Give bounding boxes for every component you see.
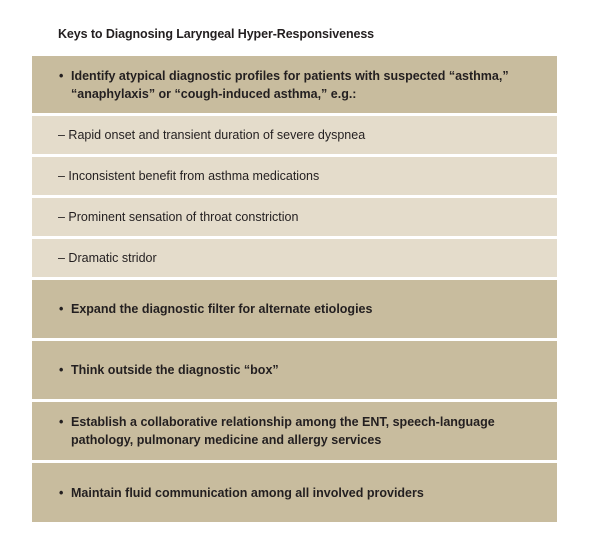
bullet-icon: • [59, 363, 64, 377]
sub-point-text: – Prominent sensation of throat constriction [58, 209, 299, 224]
sub-point-text: – Dramatic stridor [58, 250, 157, 265]
bullet-icon: • [59, 415, 64, 429]
page-title: Keys to Diagnosing Laryngeal Hyper-Responsiveness [58, 27, 375, 41]
sub-point-text: – Rapid onset and transient duration of severe dyspnea [58, 127, 366, 142]
key-point-text: Establish a collaborative relationship among the ENT, speech-language pathology, pulmonary medicine and allergy services [71, 415, 495, 447]
key-point-row [32, 463, 557, 522]
sub-point-row [32, 239, 557, 280]
key-point-text: Expand the diagnostic filter for alternate etiologies [71, 302, 373, 316]
key-point-row [32, 341, 557, 402]
key-point-text: Think outside the diagnostic “box” [71, 363, 279, 377]
bullet-icon: • [59, 68, 64, 83]
sub-point-text: – Inconsistent benefit from asthma medications [58, 168, 320, 183]
key-points-table [32, 56, 557, 522]
bullet-icon: • [59, 302, 64, 316]
sub-point-row [32, 116, 557, 157]
key-point-text: Maintain fluid communication among all involved providers [71, 485, 424, 500]
key-point-text: Identify atypical diagnostic profiles for patients with suspected “asthma,” “anaphylaxis” or “cough-induced asthma,” e.g.: [71, 68, 509, 101]
key-point-row [32, 56, 557, 116]
key-point-row [32, 402, 557, 463]
key-point-row [32, 280, 557, 341]
sub-point-row [32, 157, 557, 198]
sub-point-row [32, 198, 557, 239]
bullet-icon: • [59, 485, 64, 500]
